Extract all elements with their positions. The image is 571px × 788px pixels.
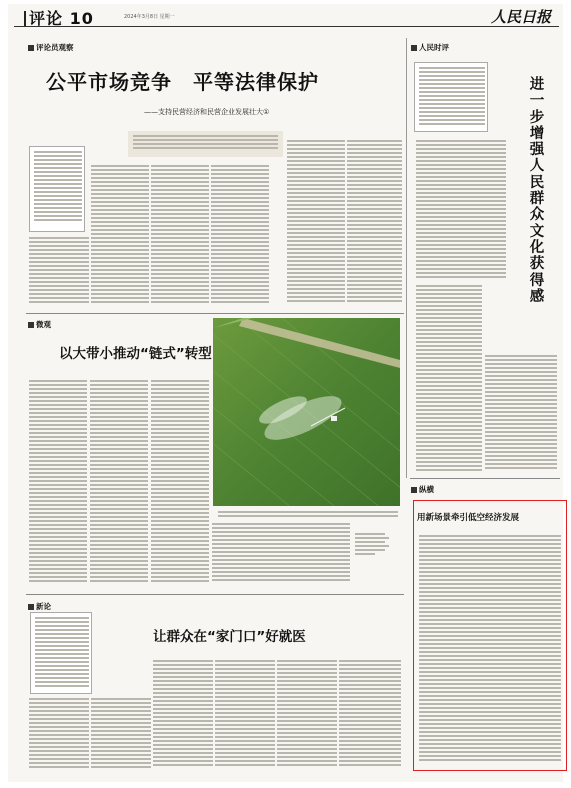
section-title: 评论 10 — [24, 6, 94, 29]
main-headline: 公平市场竞争 平等法律保护 — [46, 70, 319, 94]
column-label-observer: 评论员观察 — [28, 42, 74, 53]
micro-body-col-1 — [29, 380, 87, 586]
column-label-commentary: 人民时评 — [411, 42, 449, 53]
main-body-col-3 — [151, 165, 209, 308]
right-article-headline: 进一步增强人民群众文化获得感 — [529, 77, 545, 305]
right-body-top-1 — [416, 140, 506, 282]
column-label-perspective: 纵横 — [411, 484, 434, 495]
pull-quote-bottom — [30, 612, 92, 694]
bottom-body-col-4 — [215, 660, 275, 770]
main-subtitle: ——支持民营经济和民营企业发展壮大① — [144, 108, 270, 116]
bottom-body-col-2 — [91, 698, 151, 770]
quote-box — [128, 131, 283, 157]
newspaper-logo: 人民日报 — [490, 8, 551, 26]
bottom-body-col-3 — [153, 660, 213, 770]
section-divider — [26, 313, 404, 314]
main-body-col-1 — [29, 237, 89, 308]
boxed-body — [419, 535, 561, 763]
bottom-body-col-6 — [339, 660, 401, 770]
issue-date: 2024年3月8日 星期一 — [124, 14, 175, 20]
section-divider — [410, 478, 560, 479]
page-header — [14, 6, 559, 27]
boxed-headline: 用新场景牵引低空经济发展 — [417, 513, 520, 523]
poem-block — [355, 533, 395, 583]
column-label-new-view: 新论 — [28, 601, 51, 612]
bottom-body-col-5 — [277, 660, 337, 770]
bottom-headline: 让群众在“家门口”好就医 — [153, 629, 306, 645]
micro-body-col-3 — [151, 380, 209, 586]
micro-body-col-2 — [90, 380, 148, 586]
right-body-col-1 — [416, 285, 482, 473]
bottom-body-col-1 — [29, 698, 89, 770]
main-body-col-5 — [287, 140, 345, 308]
main-body-col-4 — [211, 165, 269, 308]
column-divider — [406, 38, 407, 478]
column-label-micro: 微观 — [28, 319, 51, 330]
micro-body-col-4 — [212, 523, 350, 583]
rice-field-photo — [213, 318, 400, 506]
main-body-col-6 — [347, 140, 402, 308]
pull-quote-main — [29, 146, 85, 232]
pull-quote-right — [414, 62, 488, 132]
micro-headline: 以大带小推动“链式”转型 — [59, 346, 212, 362]
section-divider — [26, 594, 404, 595]
right-body-col-2 — [485, 355, 557, 473]
photo-caption — [218, 511, 398, 519]
main-body-col-2 — [91, 165, 149, 308]
